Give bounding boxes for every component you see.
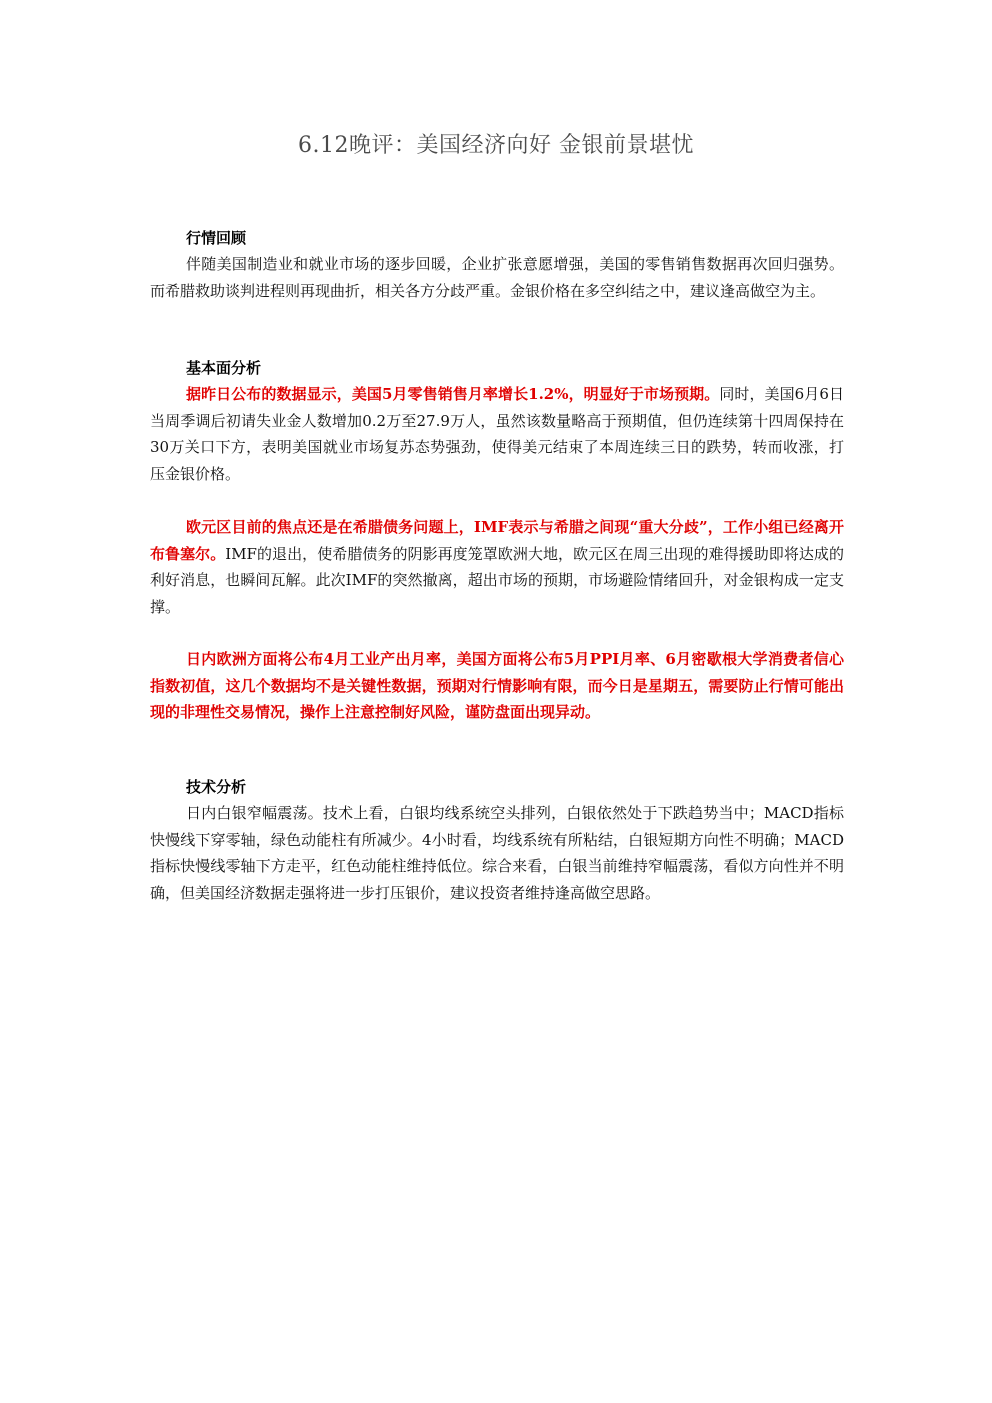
imf-exit-text: IMF的退出，使希腊债务的阴影再度笼罩欧洲大地，欧元区在周三出现的难得援助即将达成的利好消息，也瞬间瓦解。此次IMF的突然撤离，超出市场的预期，市场避险情绪回升，对金银构成一定支撑。 (150, 544, 844, 616)
fundamental-analysis-section (150, 355, 844, 487)
fundamental-analysis-heading: 基本面分析 (186, 359, 262, 377)
fundamental-paragraph-1 (150, 381, 844, 487)
market-review-section (150, 225, 844, 304)
technical-analysis-section (150, 774, 844, 906)
technical-analysis-heading: 技术分析 (186, 778, 247, 796)
fundamental-paragraph-2 (150, 514, 844, 620)
jobless-claims-text: 同时，美国6月6日当周季调后初请失业金人数增加0.2万至27.9万人，虽然该数量略高于预期值，但仍连续第十四周保持在30万关口下方，表明美国就业市场复苏态势强劲，使得美元结束了本周连续三日的跌势，转而收涨，打压金银价格。 (150, 385, 844, 483)
fundamental-paragraph-3: 日内欧洲方面将公布4月工业产出月率，美国方面将公布5月PPI月率、6月密歇根大学消费者信心指数初值，这几个数据均不是关键性数据，预期对行情影响有限，而今日是星期五，需要防止行情可能出现的非理性交易情况，操作上注意控制好风险，谨防盘面出现异动。 (150, 650, 844, 721)
document-title: 6.12晚评：美国经济向好 金银前景堪忧 (298, 133, 694, 158)
retail-sales-highlight: 据昨日公布的数据显示，美国5月零售销售月率增长1.2%，明显好于市场预期。 (186, 385, 720, 403)
technical-analysis-paragraph: 日内白银窄幅震荡。技术上看，白银均线系统空头排列，白银依然处于下跌趋势当中；MACD指标快慢线下穿零轴，绿色动能柱有所减少。4小时看，均线系统有所粘结，白银短期方向性不明确；MACD指标快慢线零轴下方走平，红色动能柱维持低位。综合来看，白银当前维持窄幅震荡，看似方向性并不明确，但美国经济数据走强将进一步打压银价，建议投资者维持逢高做空思路。 (150, 804, 844, 902)
market-review-heading: 行情回顾 (186, 229, 247, 247)
market-review-paragraph: 伴随美国制造业和就业市场的逐步回暖，企业扩张意愿增强，美国的零售销售数据再次回归强势。而希腊救助谈判进程则再现曲折，相关各方分歧严重。金银价格在多空纠结之中，建议逢高做空为主。 (150, 255, 844, 300)
greece-debt-highlight: 欧元区目前的焦点还是在希腊债务问题上，IMF表示与希腊之间现“重大分歧”，工作小组已经离开布鲁塞尔。 (150, 518, 844, 563)
greece-debt-section (150, 514, 844, 620)
outlook-section (150, 646, 844, 726)
